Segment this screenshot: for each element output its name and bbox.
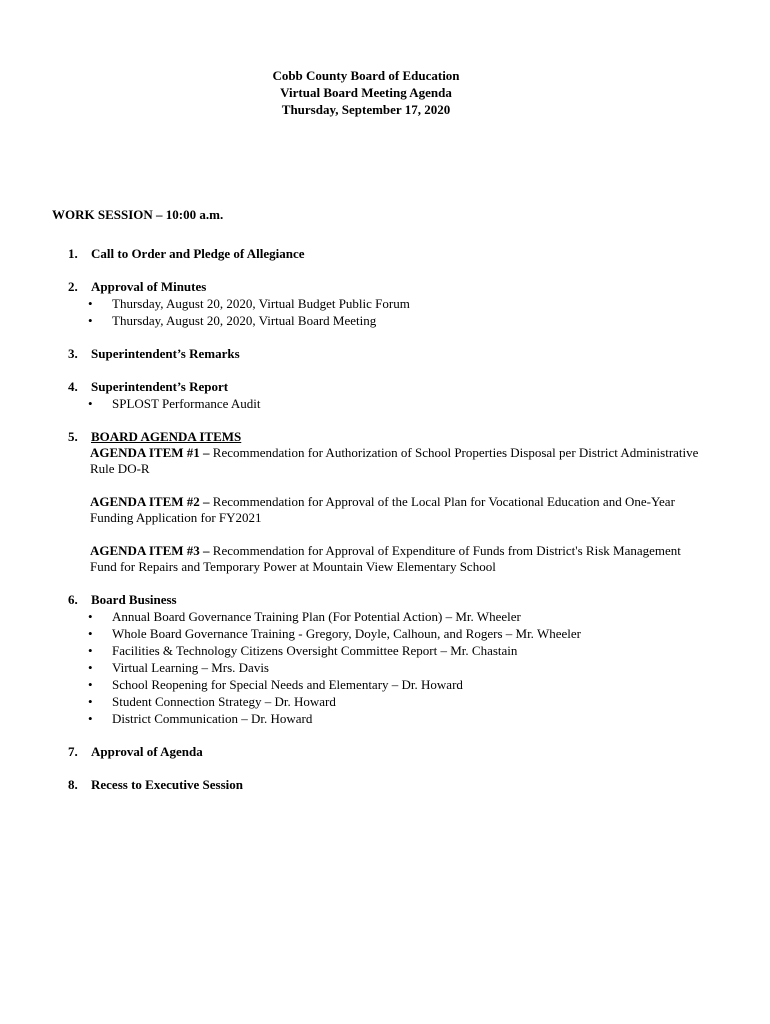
bullet-icon: •: [88, 660, 93, 675]
bullet-icon: •: [88, 396, 93, 411]
agenda-item-8: [0, 776, 770, 793]
agenda-item-number: 6.: [68, 592, 78, 607]
bullet-icon: •: [88, 694, 93, 709]
board-business-list: [0, 608, 770, 727]
list-item-text: Whole Board Governance Training - Gregory, Doyle, Calhoun, and Rogers – Mr. Wheeler: [112, 626, 581, 641]
agenda-item-title: BOARD AGENDA ITEMS: [91, 429, 242, 444]
bullet-icon: •: [88, 626, 93, 641]
agenda-item-7: [0, 743, 770, 760]
agenda-list: [0, 245, 770, 809]
board-agenda-item-1: [90, 445, 700, 477]
list-item-text: Thursday, August 20, 2020, Virtual Budget Public Forum: [112, 296, 410, 311]
list-item-text: Annual Board Governance Training Plan (For Potential Action) – Mr. Wheeler: [112, 609, 521, 624]
agenda-item-5: [0, 428, 770, 575]
bullet-icon: •: [88, 677, 93, 692]
bullet-icon: •: [88, 609, 93, 624]
list-item: [0, 659, 770, 676]
list-item: [0, 312, 770, 329]
agenda-item-number: 4.: [68, 379, 78, 394]
list-item: [0, 693, 770, 710]
list-item-text: Thursday, August 20, 2020, Virtual Board Meeting: [112, 313, 377, 328]
agenda-item-label: AGENDA ITEM #3 –: [90, 543, 210, 558]
agenda-item-description: Recommendation for Approval of the Local Plan for Vocational Education and One-Year Funding Application for FY2021: [90, 494, 675, 525]
agenda-item-number: 1.: [68, 246, 78, 261]
agenda-item-title: Superintendent’s Remarks: [91, 346, 240, 361]
agenda-item-number: 8.: [68, 777, 78, 792]
agenda-item-number: 7.: [68, 744, 78, 759]
agenda-item-title: Approval of Minutes: [91, 279, 207, 294]
list-item: [0, 295, 770, 312]
work-session-heading: WORK SESSION – 10:00 a.m.: [52, 207, 224, 222]
agenda-item-title: Superintendent’s Report: [91, 379, 229, 394]
list-item: [0, 625, 770, 642]
list-item: [0, 676, 770, 693]
bullet-icon: •: [88, 711, 93, 726]
list-item: [0, 710, 770, 727]
list-item: [0, 395, 770, 412]
list-item-text: Student Connection Strategy – Dr. Howard: [112, 694, 336, 709]
list-item-text: District Communication – Dr. Howard: [112, 711, 313, 726]
list-item: [0, 608, 770, 625]
list-item-text: Virtual Learning – Mrs. Davis: [112, 660, 269, 675]
agenda-item-title: Approval of Agenda: [91, 744, 203, 759]
agenda-item-label: AGENDA ITEM #2 –: [90, 494, 210, 509]
list-item-text: Facilities & Technology Citizens Oversight Committee Report – Mr. Chastain: [112, 643, 518, 658]
board-agenda-item-3: [90, 543, 700, 575]
agenda-item-4: [0, 378, 770, 412]
agenda-item-number: 2.: [68, 279, 78, 294]
bullet-icon: •: [88, 313, 93, 328]
list-item-text: SPLOST Performance Audit: [112, 396, 261, 411]
agenda-item-title: Call to Order and Pledge of Allegiance: [91, 246, 305, 261]
agenda-item-description: Recommendation for Authorization of School Properties Disposal per District Administrative Rule DO-R: [90, 445, 699, 476]
header-org-name: Cobb County Board of Education: [272, 68, 460, 83]
list-item-text: School Reopening for Special Needs and Elementary – Dr. Howard: [112, 677, 463, 692]
bullet-icon: •: [88, 296, 93, 311]
agenda-item-title: Board Business: [91, 592, 177, 607]
minutes-list: [0, 295, 770, 329]
bullet-icon: •: [88, 643, 93, 658]
agenda-item-label: AGENDA ITEM #1 –: [90, 445, 210, 460]
agenda-item-title: Recess to Executive Session: [91, 777, 244, 792]
report-list: [0, 395, 770, 412]
document-header: [0, 67, 732, 118]
header-meeting-title: Virtual Board Meeting Agenda: [280, 85, 452, 100]
agenda-item-3: [0, 345, 770, 362]
header-meeting-date: Thursday, September 17, 2020: [281, 102, 451, 117]
board-agenda-item-2: [90, 494, 700, 526]
agenda-item-6: [0, 591, 770, 727]
agenda-item-1: [0, 245, 770, 262]
list-item: [0, 642, 770, 659]
agenda-item-description: Recommendation for Approval of Expenditure of Funds from District's Risk Management Fund for Repairs and Temporary Power at Mountain View Elementary School: [90, 543, 681, 574]
agenda-item-number: 5.: [68, 429, 78, 444]
agenda-item-number: 3.: [68, 346, 78, 361]
agenda-item-2: [0, 278, 770, 329]
